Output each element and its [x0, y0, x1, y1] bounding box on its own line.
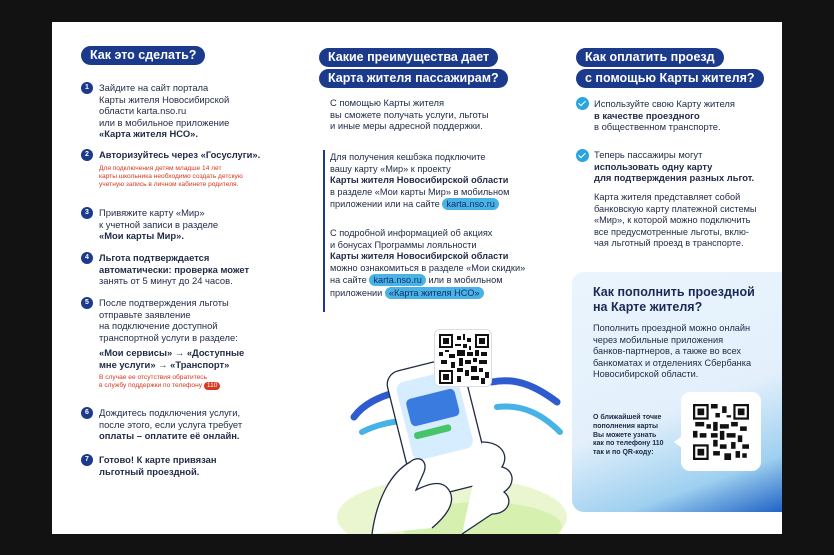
- qr-code-2: [689, 400, 753, 464]
- site-link-chip[interactable]: karta.nso.ru: [442, 198, 499, 210]
- step-6-text: Дождитесь подключения услуги, после этого, если услуга требует оплаты – оплатите её онлайн.: [99, 407, 243, 442]
- qr-code-1: [434, 329, 492, 387]
- benefits-intro: С помощью Карты жителя вы сможете получать услуги, льготы и иные меры адресной поддержки.: [330, 97, 489, 132]
- topup-note: О ближайшей точке пополнения карты Вы можете узнать как по телефону 110 так и по QR-коду:: [593, 414, 664, 457]
- step-2-number: 2: [81, 149, 93, 161]
- step-6-number: 6: [81, 407, 93, 419]
- pay-item-2: Теперь пассажиры могут использовать одну карту для подтверждения разных льгот.: [594, 149, 755, 184]
- step-5-number: 5: [81, 297, 93, 309]
- topup-title: Как пополнить проездной на Карте жителя?: [593, 285, 755, 314]
- benefits-title-1: Какие преимущества дает: [319, 48, 498, 67]
- app-link-chip[interactable]: «Карта жителя НСО»: [385, 287, 484, 299]
- qr-pattern-1: [439, 334, 489, 384]
- step-4-number: 4: [81, 252, 93, 264]
- quote-bar: [323, 150, 325, 312]
- benefits-title-2: Карта жителя пассажирам?: [319, 69, 508, 88]
- topup-text: Пополнить проездной можно онлайн через мобильные приложения банков-партнеров, а также во всех банкоматах и отделениях Сбербанка Новосибирской области.: [593, 323, 752, 380]
- step-2-text: Авторизуйтесь через «Госуслуги». Для подключения детям младше 14 лет карты школьника необходимо создать детскую учетную запись в личном кабинете родителя.: [99, 149, 261, 188]
- step-7-number: 7: [81, 454, 93, 466]
- check-icon-2: [576, 149, 589, 162]
- step-1-number: 1: [81, 82, 93, 94]
- step-3-number: 3: [81, 207, 93, 219]
- step-7-text: Готово! К карте привязан льготный проездной.: [99, 454, 217, 477]
- loyalty-paragraph: С подробной информацией об акциях и бонусах Программы лояльности Карты жителя Новосибирской области можно ознакомиться в разделе «Мои скидки» на сайте karta.nso.ru или в мобильном приложении «Карта жителя НСО»: [330, 228, 526, 298]
- step-5-text: После подтверждения льготы отправьте заявление на подключение доступной транспортной услуги в разделе: «Мои сервисы» → «Доступные мне услуги» → «Транспорт» В случае ее отсутствия обратитесь в службу поддержки по телефону 110: [99, 297, 245, 389]
- pay-title-1: Как оплатить проезд: [576, 48, 724, 67]
- step-4-text: Льгота подтверждается автоматически: проверка может занять от 5 минут до 24 часов.: [99, 252, 250, 287]
- step-3-text: Привяжите карту «Мир» к учетной записи в разделе «Мои карты Мир».: [99, 207, 219, 242]
- step-1-text: Зайдите на сайт портала Карты жителя Новосибирской области karta.nso.ru или в мобильное приложение «Карта жителя НСО».: [99, 82, 230, 140]
- brochure-page: [52, 22, 782, 534]
- pay-title-2: с помощью Карты жителя?: [576, 69, 764, 88]
- pay-item-1: Используйте свою Карту жителя в качестве проездного в общественном транспорте.: [594, 98, 735, 133]
- cashback-paragraph: Для получения кешбэка подключите вашу карту «Мир» к проекту Карты жителя Новосибирской области в разделе «Мои карты Мир» в мобильном приложении или на сайте karta.nso.ru: [330, 152, 510, 210]
- support-phone-badge: 110: [204, 382, 221, 390]
- how-to-title: Как это сделать?: [81, 46, 205, 65]
- check-icon: [576, 97, 589, 110]
- qr-pattern-2: [693, 404, 749, 460]
- pay-item-3: Карта жителя представляет собой банковскую карту платежной системы «Мир», к которой можно подключить все предусмотренные льготы, вклю- чая льготный проезд в транспорте.: [594, 192, 757, 249]
- site-link-chip-2[interactable]: karta.nso.ru: [369, 274, 426, 286]
